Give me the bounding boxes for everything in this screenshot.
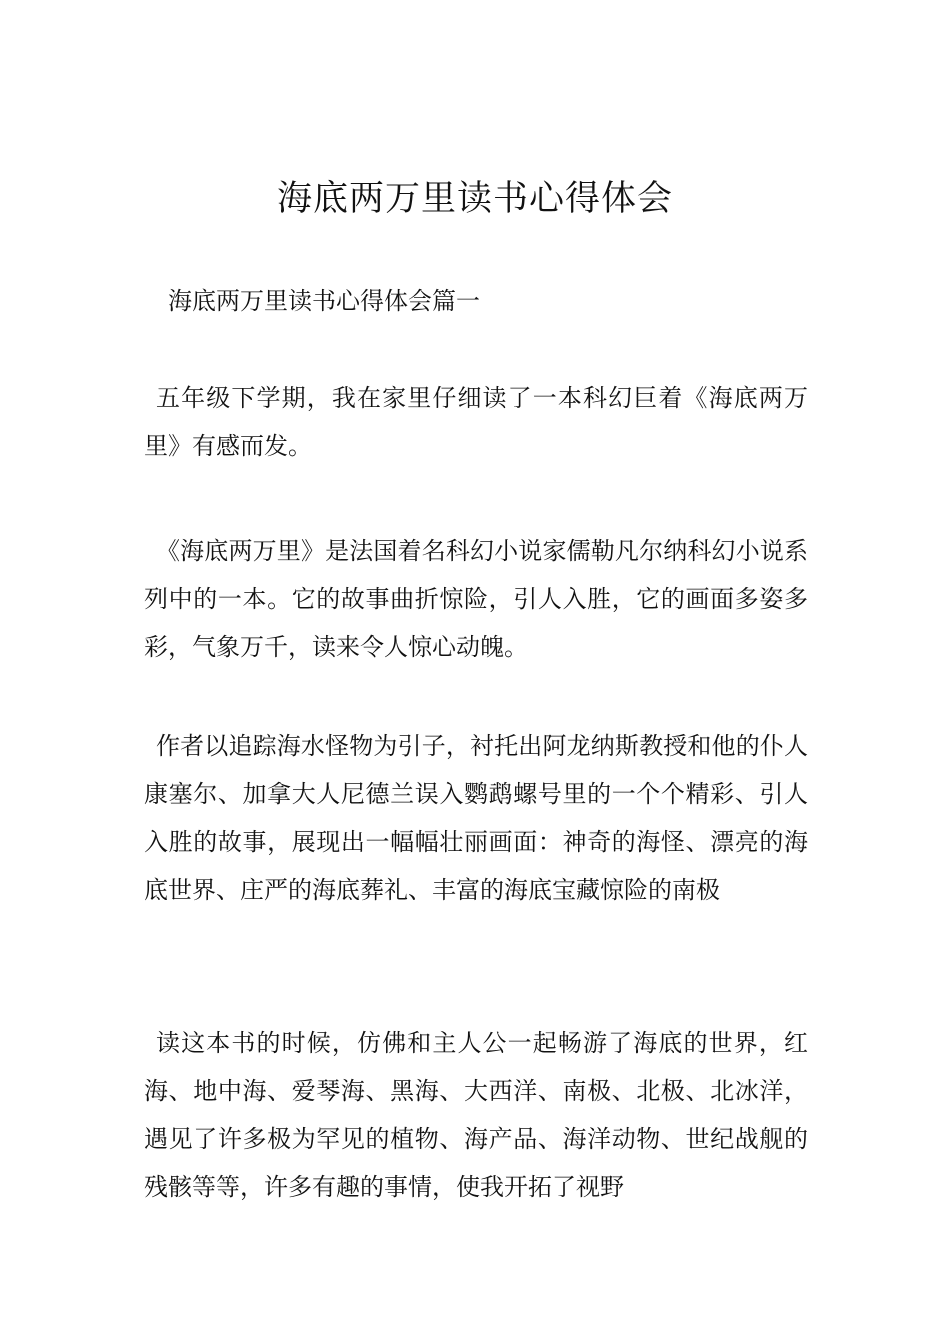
paragraph-3: 作者以追踪海水怪物为引子，衬托出阿龙纳斯教授和他的仆人康塞尔、加拿大人尼德兰误入鹦鹉螺号里的一个个精彩、引人入胜的故事，展现出一幅幅壮丽画面：神奇的海怪、漂亮的海底世界、庄严的海底葬礼、丰富的海底宝藏惊险的南极 [144,732,808,904]
section-heading: 海底两万里读书心得体会篇一 [168,287,480,315]
paragraph-2: 《海底两万里》是法国着名科幻小说家儒勒凡尔纳科幻小说系列中的一本。它的故事曲折惊险，引人入胜，它的画面多姿多彩，气象万千，读来令人惊心动魄。 [144,537,808,661]
paragraph-4: 读这本书的时候，仿佛和主人公一起畅游了海底的世界，红海、地中海、爱琴海、黑海、大西洋、南极、北极、北冰洋，遇见了许多极为罕见的植物、海产品、海洋动物、世纪战舰的残骸等等，许多有趣的事情，使我开拓了视野 [144,1029,808,1201]
document-title: 海底两万里读书心得体会 [276,179,673,219]
paragraph-1: 五年级下学期，我在家里仔细读了一本科幻巨着《海底两万里》有感而发。 [144,384,808,460]
